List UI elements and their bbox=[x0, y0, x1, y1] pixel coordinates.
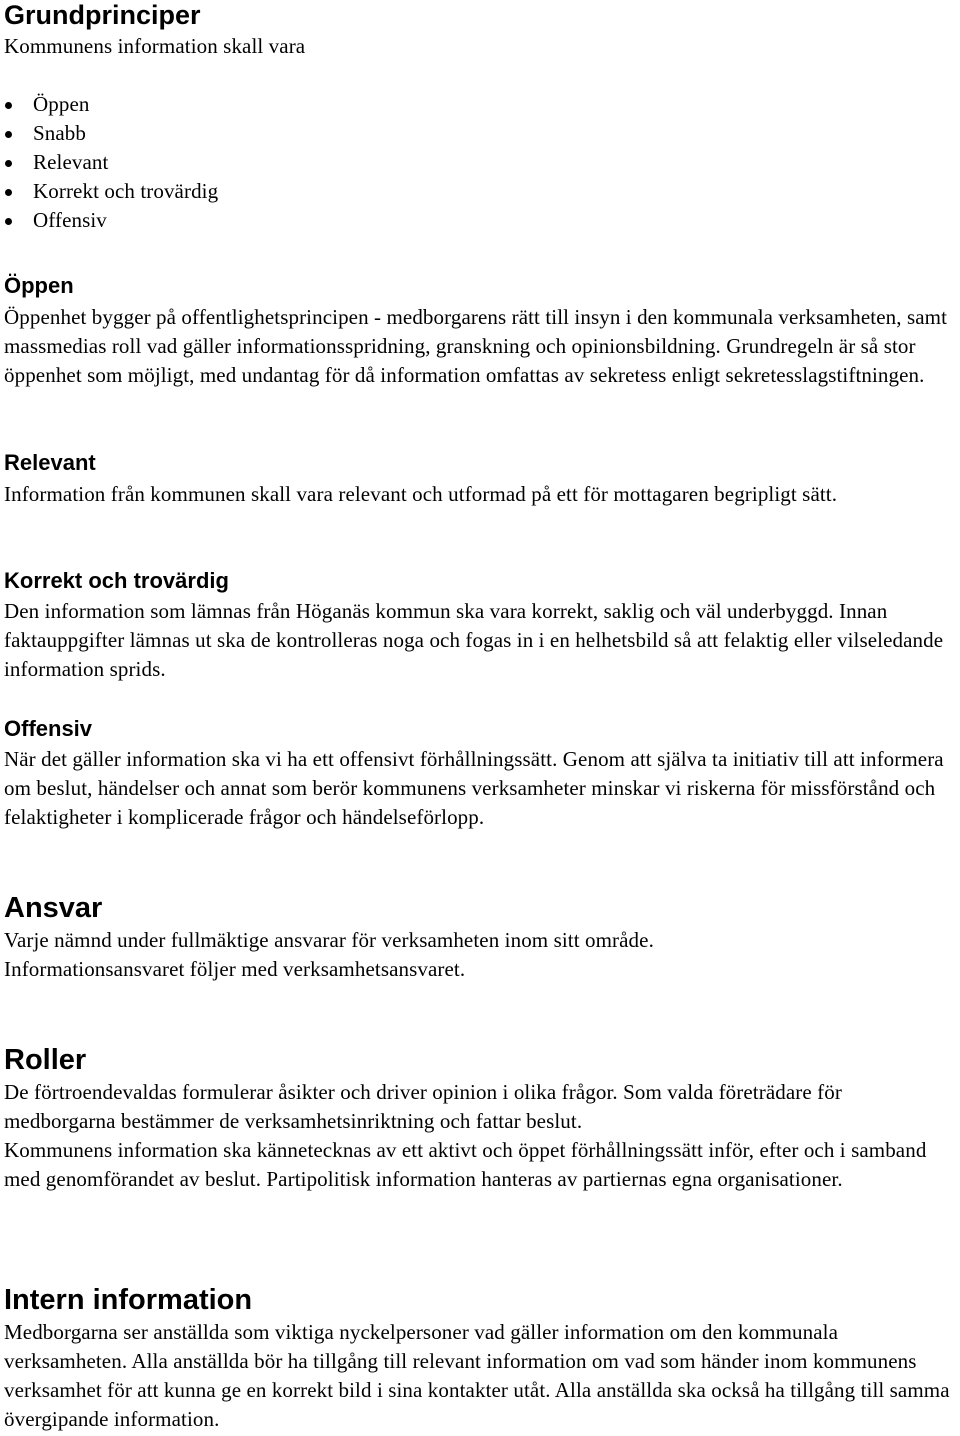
heading-ansvar: Ansvar bbox=[4, 892, 103, 924]
text-korrekt: Den information som lämnas från Höganäs kommun ska vara korrekt, saklig och väl underbyggd. Innan faktauppgifter lämnas ut ska de kontrolleras noga och fogas in i en helhetsbild så att felaktig eller vilseledande information sprids. bbox=[4, 599, 944, 681]
text-ansvar-2: Informationsansvaret följer med verksamhetsansvaret. bbox=[4, 957, 466, 981]
heading-relevant: Relevant bbox=[4, 450, 96, 475]
heading-roller: Roller bbox=[4, 1044, 87, 1076]
text-roller-1: De förtroendevaldas formulerar åsikter och driver opinion i olika frågor. Som valda företrädare för medborgarna bestämmer de verksamhetsinriktning och fattar beslut. bbox=[4, 1080, 842, 1133]
text-ansvar-1: Varje nämnd under fullmäktige ansvarar för verksamheten inom sitt område. bbox=[4, 928, 654, 952]
text-roller-2: Kommunens information ska kännetecknas av ett aktivt och öppet förhållningssätt inför, efter och i samband med genomförandet av beslut. Partipolitisk information hanteras av partiernas egna organisationer. bbox=[4, 1138, 927, 1191]
principles-list bbox=[4, 90, 218, 235]
list-item: Offensiv bbox=[4, 206, 218, 235]
intro-text: Kommunens information skall vara bbox=[4, 34, 306, 58]
page-title: Grundprinciper bbox=[4, 0, 201, 30]
text-oppen: Öppenhet bygger på offentlighetsprincipen - medborgarens rätt till insyn i den kommunala verksamheten, samt massmedias roll vad gäller informationsspridning, granskning och opinionsbildning. Grundregeln är så stor öppenhet som möjligt, med undantag för då information omfattas av sekretess enligt sekretesslagstiftningen. bbox=[4, 305, 948, 387]
heading-intern: Intern information bbox=[4, 1284, 253, 1316]
list-item: Snabb bbox=[4, 119, 218, 148]
list-item: Öppen bbox=[4, 90, 218, 119]
heading-offensiv: Offensiv bbox=[4, 716, 93, 741]
heading-korrekt: Korrekt och trovärdig bbox=[4, 568, 229, 593]
text-intern: Medborgarna ser anställda som viktiga nyckelpersoner vad gäller information om den kommunala verksamheten. Alla anställda bör ha tillgång till relevant information om vad som händer inom kommunens verksamhet för att kunna ge en korrekt bild i sina kontakter utåt. Alla anställda ska också ha tillgång till samma övergipande information. bbox=[4, 1320, 950, 1431]
heading-oppen: Öppen bbox=[4, 273, 74, 298]
text-relevant: Information från kommunen skall vara relevant och utformad på ett för mottagaren begripligt sätt. bbox=[4, 482, 838, 506]
list-item: Korrekt och trovärdig bbox=[4, 177, 218, 206]
text-offensiv: När det gäller information ska vi ha ett offensivt förhållningssätt. Genom att själva ta initiativ till att informera om beslut, händelser och annat som berör kommunens verksamheter minskar vi riskerna för missförstånd och felaktigheter i komplicerade frågor och händelseförlopp. bbox=[4, 747, 944, 829]
list-item: Relevant bbox=[4, 148, 218, 177]
